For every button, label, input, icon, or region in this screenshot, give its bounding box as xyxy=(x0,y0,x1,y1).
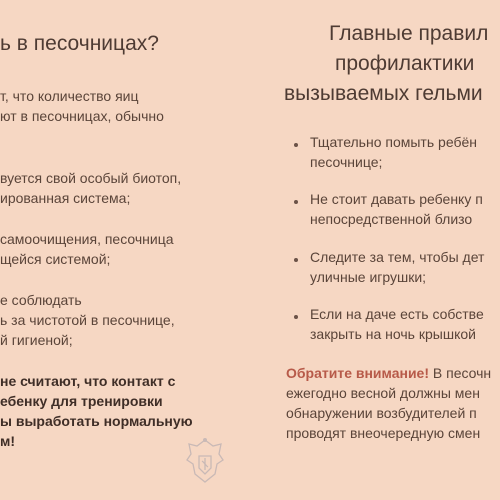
right-title-line: вызываемых гельми xyxy=(284,82,483,105)
bullet-dot-icon xyxy=(294,143,298,147)
bullet-dot-icon xyxy=(294,315,298,319)
left-text-line: вуется свой особый биотоп, xyxy=(0,170,182,186)
left-text-line: ют в песочницах, обычно xyxy=(0,108,164,124)
bullet-line: Следите за тем, чтобы дет xyxy=(310,249,485,265)
left-text-line: самоочищения, песочница xyxy=(0,231,174,247)
left-text-line: т, что количество яиц xyxy=(0,88,139,104)
left-text-line: е соблюдать xyxy=(0,292,82,308)
left-text-line: ь за чистотой в песочнице, xyxy=(0,312,175,328)
left-text-line: щейся системой; xyxy=(0,251,111,267)
ministry-emblem-icon xyxy=(183,436,227,486)
bullet-line: Тщательно помыть ребён xyxy=(310,134,477,150)
note-rest: В песочн xyxy=(429,365,492,381)
bullet-dot-icon xyxy=(294,200,298,204)
left-text-line: ированная система; xyxy=(0,190,131,206)
note-line xyxy=(286,363,491,383)
right-title-line: профилактики xyxy=(335,52,475,75)
left-bold-line: ы выработать нормальную xyxy=(0,413,193,429)
left-title: ь в песочницах? xyxy=(0,32,159,55)
right-title-line: Главные правил xyxy=(329,22,489,45)
note-line: проводят внеочередную смен xyxy=(286,425,481,441)
bullet-line: уличные игрушки; xyxy=(310,269,427,285)
left-text-line: й гигиеной; xyxy=(0,332,73,348)
left-bold-line: м! xyxy=(0,433,16,449)
note-line: обнаружении возбудителей п xyxy=(286,405,477,421)
left-bold-line: ебенку для тренировки xyxy=(0,393,163,409)
bullet-line: Если на даче есть собстве xyxy=(310,306,484,322)
bullet-line: песочнице; xyxy=(310,154,383,170)
bullet-line: закрыть на ночь крышкой xyxy=(310,326,476,342)
note-accent: Обратите внимание! xyxy=(286,365,430,381)
bullet-dot-icon xyxy=(294,258,298,262)
bullet-line: непосредственной близо xyxy=(310,211,473,227)
bullet-line: Не стоит давать ребенку п xyxy=(310,191,483,207)
left-bold-line: не считают, что контакт с xyxy=(0,373,176,389)
note-line: ежегодно весной должны мен xyxy=(286,385,480,401)
